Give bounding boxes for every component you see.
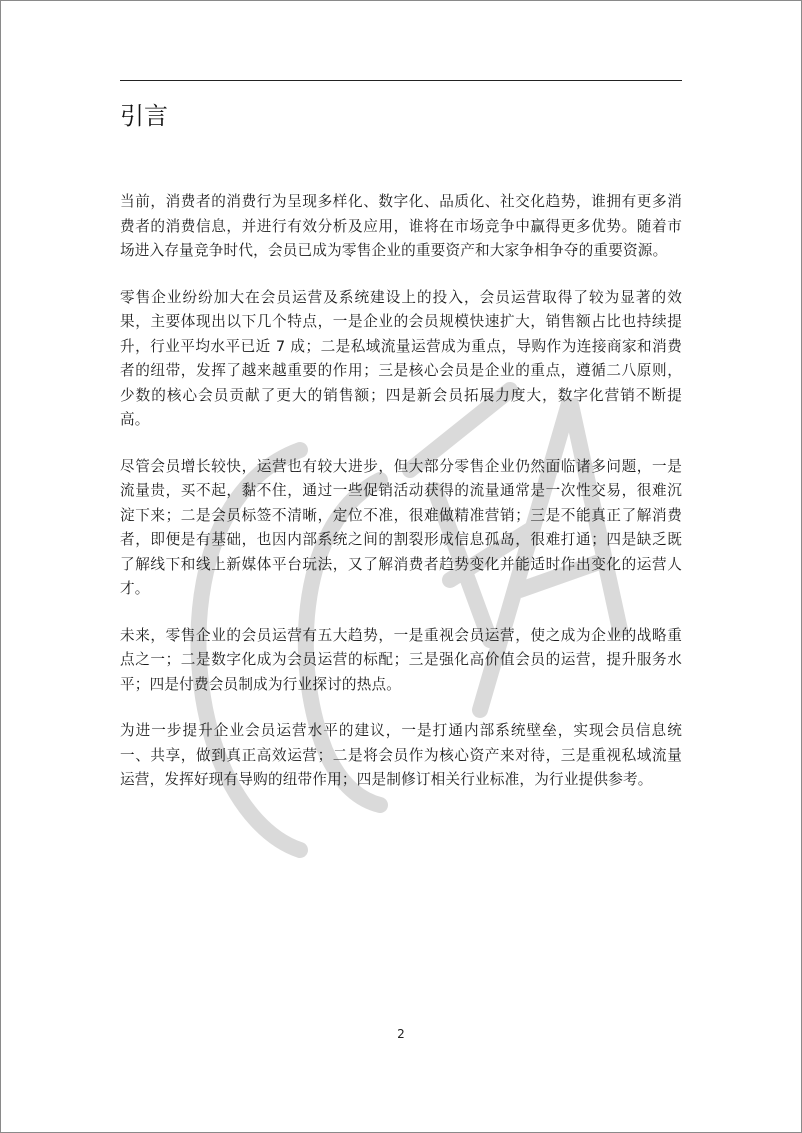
page-number: 2 xyxy=(397,1027,405,1041)
paragraph-1: 当前，消费者的消费行为呈现多样化、数字化、品质化、社交化趋势，谁拥有更多消费者的消费信息，并进行有效分析及应用，谁将在市场竞争中赢得更多优势。随着市场进入存量竞争时代，会员已成为零售企业的重要资产和大家争相争夺的重要资源。 xyxy=(120,193,682,259)
paragraph-4: 未来，零售企业的会员运营有五大趋势，一是重视会员运营，使之成为企业的战略重点之一；二是数字化成为会员运营的标配；三是强化高价值会员的运营，提升服务水平；四是付费会员制成为行业探讨的热点。 xyxy=(120,626,682,693)
body-text xyxy=(120,190,682,815)
paragraph-5: 为进一步提升企业会员运营水平的建议，一是打通内部系统壁垒，实现会员信息统一、共享，做到真正高效运营；二是将会员作为核心资产来对待，三是重视私域流量运营，发挥好现有导购的纽带作用；四是制修订相关行业标准，为行业提供参考。 xyxy=(120,722,682,788)
paragraph-2: 零售企业纷纷加大在会员运营及系统建设上的投入，会员运营取得了较为显著的效果，主要体现出以下几个特点，一是企业的会员规模快速扩大，销售额占比也持续提升，行业平均水平已近 7 成；二是私域流量运营成为重点，导购作为连接商家和消费者的纽带，发挥了越来越重要的作用；三是核心会员是企业的重点，遵循二八原则，少数的核心会员贡献了更大的销售额；四是新会员拓展力度大，数字化营销不断提高。 xyxy=(120,288,682,428)
header-rule xyxy=(120,80,682,81)
paragraph-3: 尽管会员增长较快，运营也有较大进步，但大部分零售企业仍然面临诸多问题，一是流量贵，买不起，黏不住，通过一些促销活动获得的流量通常是一次性交易，很难沉淀下来；二是会员标签不清晰，定位不准，很难做精准营销；三是不能真正了解消费者，即便是有基础，也因内部系统之间的割裂形成信息孤岛，很难打通；四是缺乏既了解线下和线上新媒体平台玩法，又了解消费者趋势变化并能适时作出变化的运营人才。 xyxy=(120,457,682,597)
section-heading: 引言 xyxy=(120,102,168,130)
